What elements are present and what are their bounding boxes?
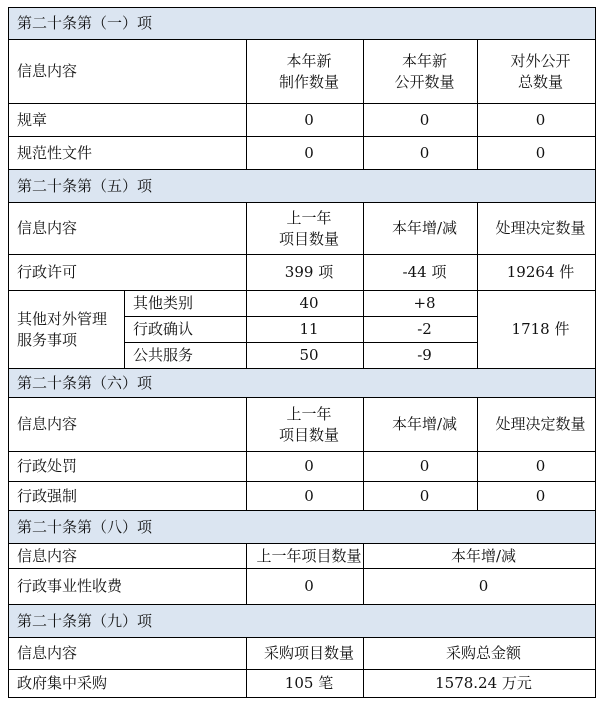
cell-value: 0 bbox=[478, 482, 596, 511]
header-decision-count: 处理决定数量 bbox=[478, 203, 596, 255]
sub-row-label: 其他类别 bbox=[125, 291, 247, 317]
header-info-content: 信息内容 bbox=[9, 398, 247, 452]
cell-value: 0 bbox=[364, 104, 478, 137]
table-row bbox=[9, 255, 596, 291]
cell-value: 11 bbox=[247, 317, 364, 343]
row-label-other-services: 其他对外管理 服务事项 bbox=[9, 291, 125, 369]
header-decision-count: 处理决定数量 bbox=[478, 398, 596, 452]
cell-value: +8 bbox=[364, 291, 478, 317]
header-info-content: 信息内容 bbox=[9, 544, 247, 569]
row-label: 规章 bbox=[9, 104, 247, 137]
header-yearly-change: 本年增/减 bbox=[364, 544, 596, 569]
cell-value: 0 bbox=[364, 452, 478, 482]
cell-value: 0 bbox=[247, 137, 364, 170]
disclosure-table bbox=[8, 7, 596, 698]
cell-value: -2 bbox=[364, 317, 478, 343]
row-label: 政府集中采购 bbox=[9, 670, 247, 698]
header-new-published-count: 本年新 公开数量 bbox=[364, 40, 478, 104]
sub-row-label: 行政确认 bbox=[125, 317, 247, 343]
section-title: 第二十条第（八）项 bbox=[9, 511, 596, 544]
cell-value: 0 bbox=[247, 104, 364, 137]
cell-value: 19264 件 bbox=[478, 255, 596, 291]
cell-value: 0 bbox=[364, 569, 596, 605]
header-yearly-change: 本年增/减 bbox=[364, 398, 478, 452]
header-last-year-count: 上一年项目数量 bbox=[247, 544, 364, 569]
header-new-made-count: 本年新 制作数量 bbox=[247, 40, 364, 104]
section-title: 第二十条第（六）项 bbox=[9, 369, 596, 398]
table-row bbox=[9, 452, 596, 482]
header-yearly-change: 本年增/减 bbox=[364, 203, 478, 255]
cell-value: 399 项 bbox=[247, 255, 364, 291]
table-row bbox=[9, 137, 596, 170]
header-last-year-count: 上一年 项目数量 bbox=[247, 203, 364, 255]
sub-row-label: 公共服务 bbox=[125, 343, 247, 369]
header-purchase-amount: 采购总金额 bbox=[364, 638, 596, 670]
header-last-year-count: 上一年 项目数量 bbox=[247, 398, 364, 452]
cell-value: 50 bbox=[247, 343, 364, 369]
cell-value: 0 bbox=[364, 137, 478, 170]
header-info-content: 信息内容 bbox=[9, 203, 247, 255]
row-label: 行政处罚 bbox=[9, 452, 247, 482]
header-info-content: 信息内容 bbox=[9, 40, 247, 104]
cell-value: 0 bbox=[478, 137, 596, 170]
table-row bbox=[9, 104, 596, 137]
cell-value-total: 1718 件 bbox=[478, 291, 596, 369]
cell-value: 0 bbox=[247, 569, 364, 605]
row-label: 行政事业性收费 bbox=[9, 569, 247, 605]
table-row bbox=[9, 569, 596, 605]
section-title: 第二十条第（九）项 bbox=[9, 605, 596, 638]
section-title: 第二十条第（五）项 bbox=[9, 170, 596, 203]
table-row bbox=[9, 482, 596, 511]
cell-value: 0 bbox=[364, 482, 478, 511]
table-row bbox=[9, 291, 596, 317]
cell-value: -44 项 bbox=[364, 255, 478, 291]
cell-value: 40 bbox=[247, 291, 364, 317]
header-info-content: 信息内容 bbox=[9, 638, 247, 670]
table-row bbox=[9, 670, 596, 698]
section-title: 第二十条第（一）项 bbox=[9, 8, 596, 40]
row-label: 行政强制 bbox=[9, 482, 247, 511]
header-purchase-count: 采购项目数量 bbox=[247, 638, 364, 670]
cell-value: 0 bbox=[247, 452, 364, 482]
cell-value: -9 bbox=[364, 343, 478, 369]
cell-value: 1578.24 万元 bbox=[364, 670, 596, 698]
cell-value: 105 笔 bbox=[247, 670, 364, 698]
cell-value: 0 bbox=[247, 482, 364, 511]
header-total-public-count: 对外公开 总数量 bbox=[478, 40, 596, 104]
cell-value: 0 bbox=[478, 452, 596, 482]
row-label: 行政许可 bbox=[9, 255, 247, 291]
cell-value: 0 bbox=[478, 104, 596, 137]
row-label: 规范性文件 bbox=[9, 137, 247, 170]
